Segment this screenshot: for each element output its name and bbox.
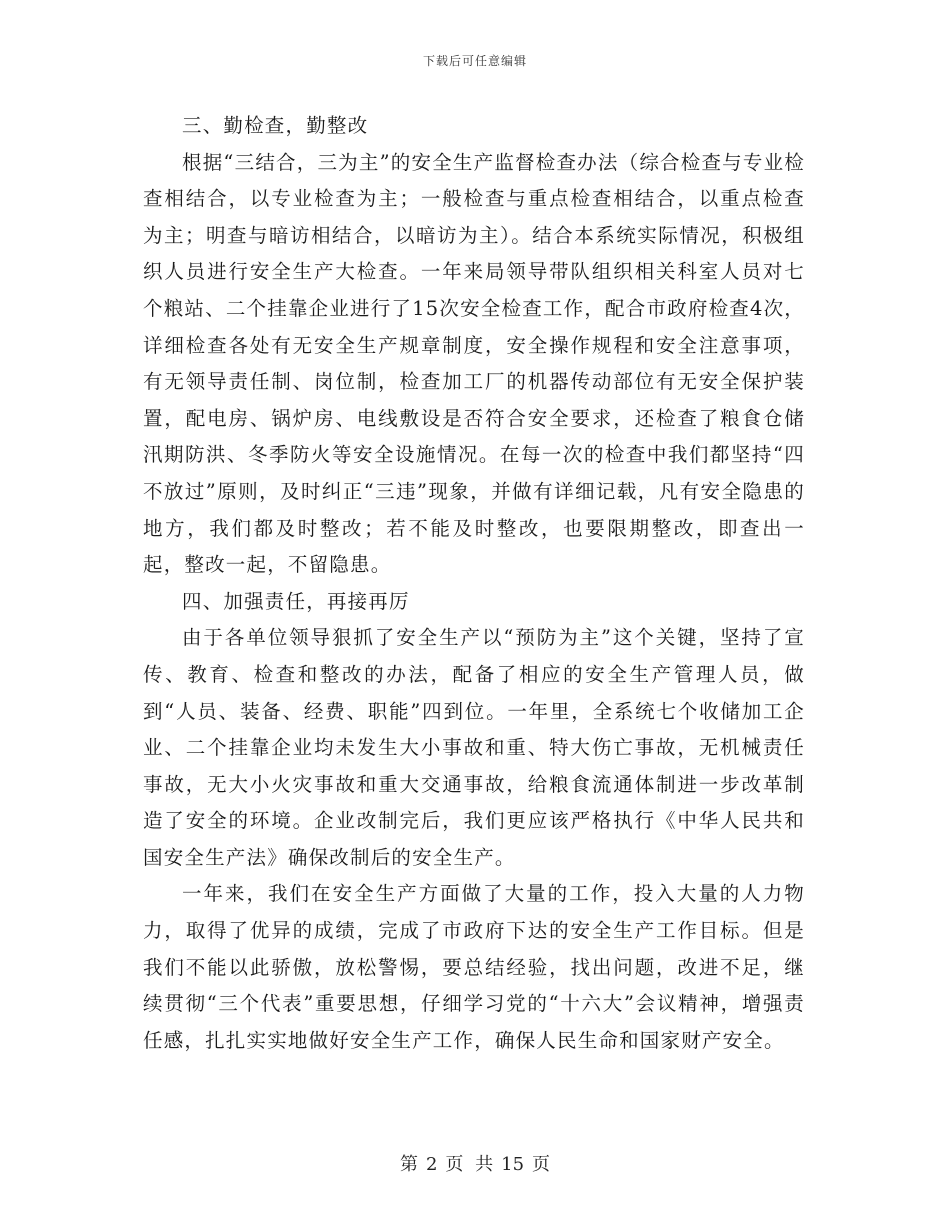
page-header: 下载后可任意编辑 bbox=[422, 54, 527, 68]
paragraph-responsibility: 由于各单位领导狠抓了安全生产以“预防为主”这个关键，坚持了宣传、教育、检查和整改的办法，配备了相应的安全生产管理人员，做到“人员、装备、经费、职能”四到位。一年里，全系统七个收储加工企业、二个挂靠企业均未发生大小事故和重、特大伤亡事故，无机械责任事故，无大小火灾事故和重大交通事故，给粮食流通体制进一步改革制造了安全的环境。企业改制完后，我们更应该严格执行《中华人民共和国安全生产法》确保改制后的安全生产。 bbox=[143, 626, 805, 869]
document-body bbox=[143, 108, 805, 1059]
section-heading-4: 四、加强责任，再接再厉 bbox=[182, 589, 410, 613]
footer-suffix: 页 bbox=[532, 1154, 551, 1175]
paragraph-conclusion: 一年来，我们在安全生产方面做了大量的工作，投入大量的人力物力，取得了优异的成绩，完成了市政府下达的安全生产工作目标。但是我们不能以此骄傲，放松警惕，要总结经验，找出问题，改进不足，继续贯彻“三个代表”重要思想，仔细学习党的“十六大”会议精神，增强责任感，扎扎实实地做好安全生产工作，确保人民生命和国家财产安全。 bbox=[143, 882, 805, 1052]
footer-prefix: 第 bbox=[399, 1154, 418, 1175]
page-footer bbox=[0, 1150, 950, 1176]
footer-middle: 页 共 bbox=[445, 1154, 494, 1175]
paragraph-inspection: 根据“三结合，三为主”的安全生产监督检查办法（综合检查与专业检查相结合，以专业检查为主；一般检查与重点检查相结合，以重点检查为主；明查与暗访相结合，以暗访为主）。结合本系统实际情况，积极组织人员进行安全生产大检查。一年来局领导带队组织相关科室人员对七个粮站、二个挂靠企业进行了15次安全检查工作，配合市政府检查4次，详细检查各处有无安全生产规章制度，安全操作规程和安全注意事项，有无领导责任制、岗位制，检查加工厂的机器传动部位有无安全保护装置，配电房、锅炉房、电线敷设是否符合安全要求，还检查了粮食仓储汛期防洪、冬季防火等安全设施情况。在每一次的检查中我们都坚持“四不放过”原则，及时纠正“三违”现象，并做有详细记载，凡有安全隐患的地方，我们都及时整改；若不能及时整改，也要限期整改，即查出一起，整改一起，不留隐患。 bbox=[143, 150, 805, 577]
section-heading-3: 三、勤检查，勤整改 bbox=[182, 114, 369, 137]
page-total: 15 bbox=[501, 1154, 525, 1175]
page-number: 2 bbox=[425, 1154, 438, 1175]
